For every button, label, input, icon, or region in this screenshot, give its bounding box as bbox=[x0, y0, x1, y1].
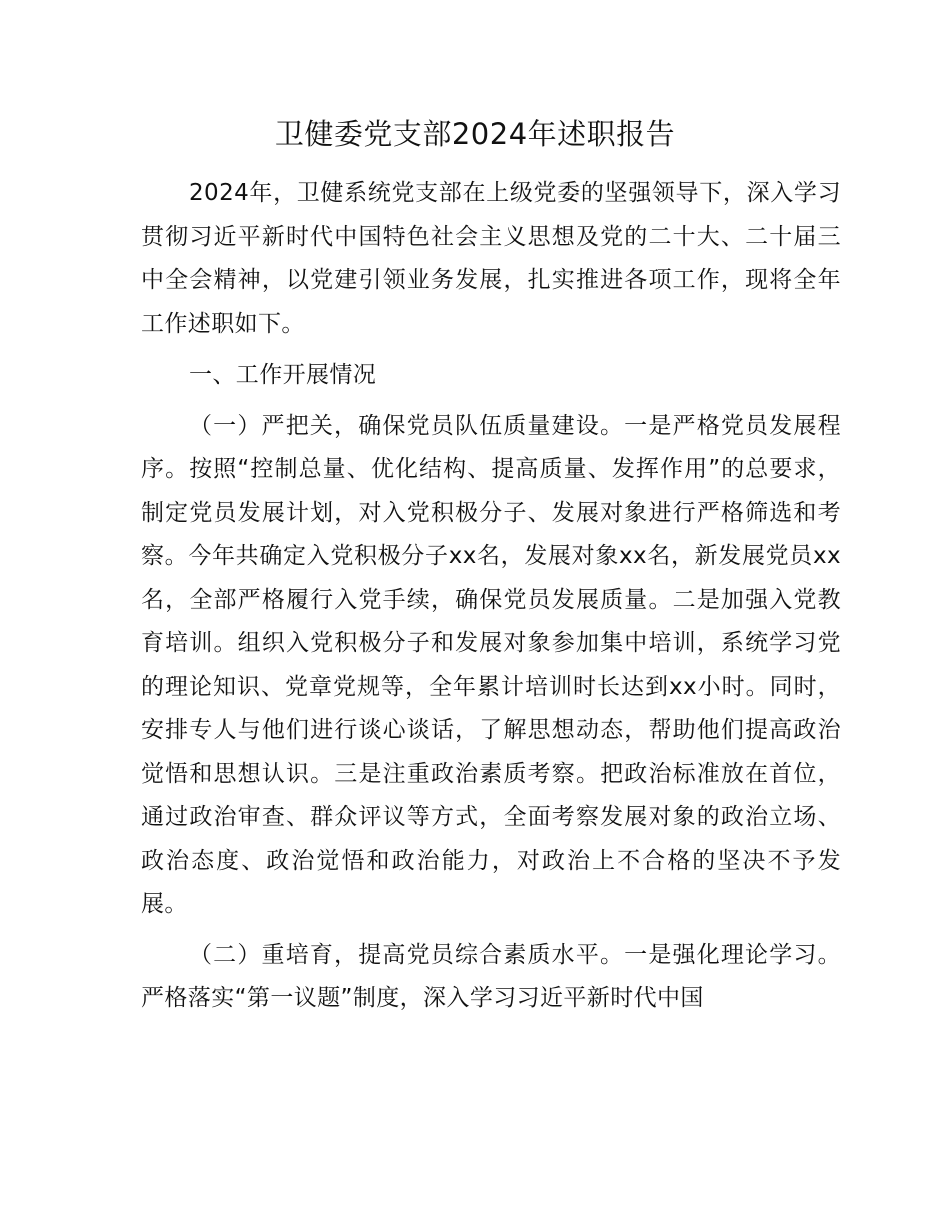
subsection-1-paragraph: （一）严把关，确保党员队伍质量建设。一是严格党员发展程序。按照“控制总量、优化结构、提高质量、发挥作用”的总要求，制定党员发展计划，对入党积极分子、发展对象进行严格筛选和考察。今年共确定入党积极分子xx名，发展对象xx名，新发展党员xx名，全部严格履行入党手续，确保党员发展质量。二是加强入党教育培训。组织入党积极分子和发展对象参加集中培训，系统学习党的理论知识、党章党规等，全年累计培训时长达到xx小时。同时，安排专人与他们进行谈心谈话，了解思想动态，帮助他们提高政治觉悟和思想认识。三是注重政治素质考察。把政治标准放在首位，通过政治审查、群众评议等方式，全面考察发展对象的政治立场、政治态度、政治觉悟和政治能力，对政治上不合格的坚决不予发展。 bbox=[141, 412, 841, 917]
document-title: 卫健委党支部2024年述职报告 bbox=[274, 117, 676, 151]
intro-paragraph: 2024年，卫健系统党支部在上级党委的坚强领导下，深入学习贯彻习近平新时代中国特色社会主义思想及党的二十大、二十届三中全会精神，以党建引领业务发展，扎实推进各项工作，现将全年工作述职如下。 bbox=[141, 180, 841, 337]
subsection-2-paragraph: （二）重培育，提高党员综合素质水平。一是强化理论学习。严格落实“第一议题”制度，深入学习习近平新时代中国 bbox=[141, 941, 841, 1011]
section-heading-work-status: 一、工作开展情况 bbox=[189, 362, 377, 388]
document-body bbox=[141, 172, 841, 1021]
